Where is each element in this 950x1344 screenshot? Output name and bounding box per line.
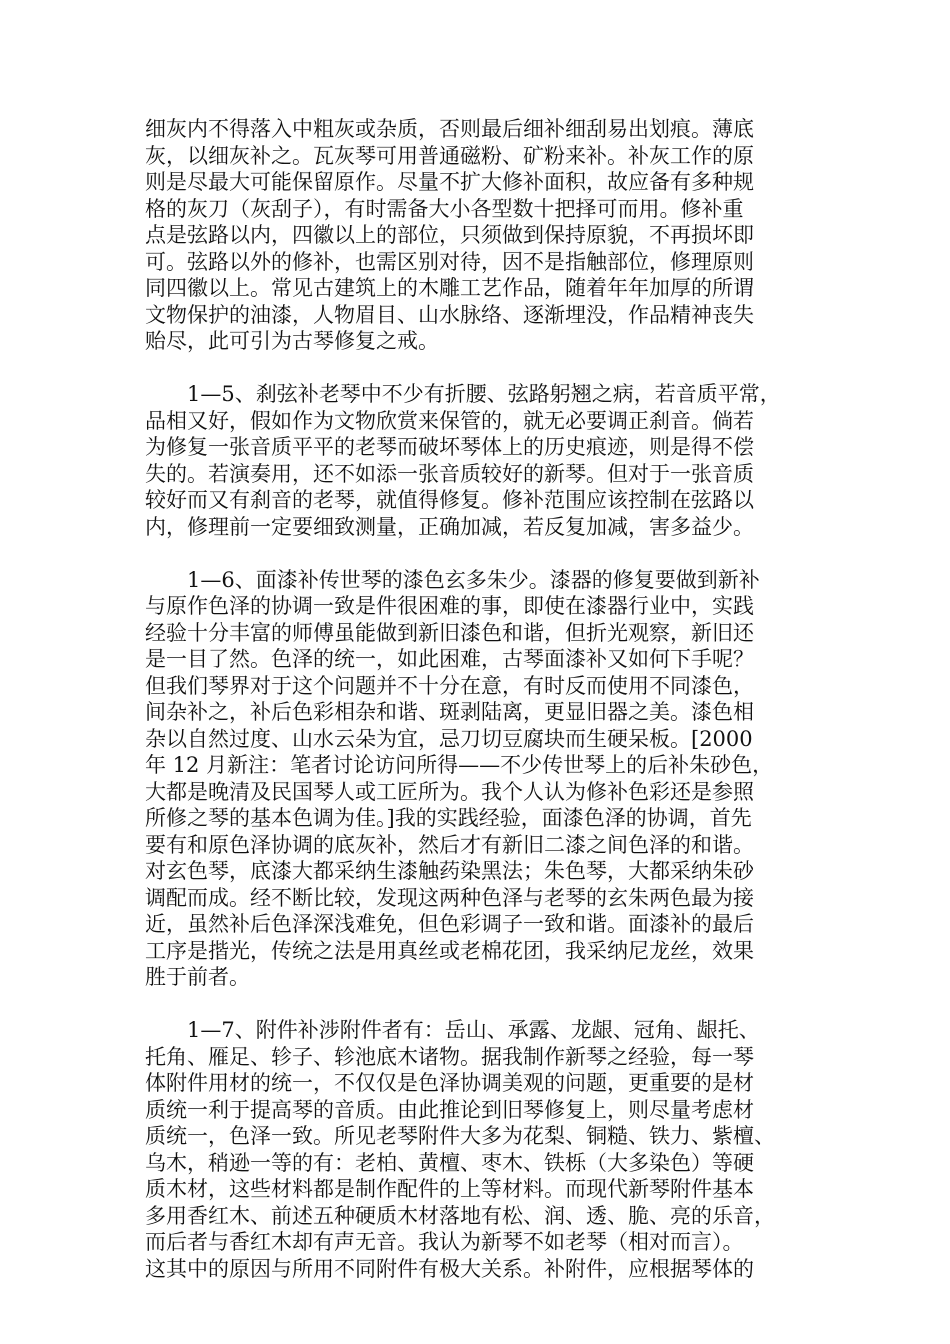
paragraph-4 xyxy=(145,1017,805,1282)
text-line: 多用香红木、前述五种硬质木材落地有松、润、透、脆、亮的乐音， xyxy=(145,1203,775,1228)
body-text xyxy=(145,116,805,1282)
text-line: 则是尽最大可能保留原作。尽量不扩大修补面积，故应备有多种规 xyxy=(145,170,754,194)
text-line: 与原作色泽的协调一致是件很困难的事，即使在漆器行业中，实践 xyxy=(145,594,754,618)
text-line: 间杂补之，补后色彩相杂和谐、斑剥陆离，更显旧器之美。漆色相 xyxy=(145,700,754,724)
text-line: 品相又好，假如作为文物欣赏来保管的，就无必要调正刹音。倘若 xyxy=(145,408,754,433)
text-line: 经验十分丰富的师傅虽能做到新旧漆色和谐，但折光观察，新旧还 xyxy=(145,620,754,645)
text-line: 年 12 月新注：笔者讨论访问所得——不少传世琴上的后补朱砂色， xyxy=(145,753,774,777)
text-line: 质统一，色泽一致。所见老琴附件大多为花梨、铜糙、铁力、紫檀、 xyxy=(145,1124,775,1148)
text-line: 灰，以细灰补之。瓦灰琴可用普通磁粉、矿粉来补。补灰工作的原 xyxy=(145,143,754,168)
text-line: 细灰内不得落入中粗灰或杂质，否则最后细补细刮易出划痕。薄底 xyxy=(145,117,754,141)
text-line: 所修之琴的基本色调为佳。]我的实践经验，面漆色泽的协调，首先 xyxy=(145,806,752,830)
text-line: 1—6、面漆补传世琴的漆色玄多朱少。漆器的修复要做到新补 xyxy=(187,567,760,592)
text-line: 格的灰刀（灰刮子），有时需备大小各型数十把择可而用。修补重 xyxy=(145,196,744,221)
text-line: 大都是晚清及民国琴人或工匠所为。我个人认为修补色彩还是参照 xyxy=(145,779,754,804)
text-line: 工序是揩光，传统之法是用真丝或老棉花团，我采纳尼龙丝，效果 xyxy=(145,938,754,963)
paragraph-2 xyxy=(145,381,805,540)
text-line: 1—7、附件补涉附件者有：岳山、承露、龙龈、冠角、龈托、 xyxy=(187,1018,760,1042)
text-line: 但我们琴界对于这个问题并不十分在意，有时反而使用不同漆色， xyxy=(145,673,754,698)
text-line: 杂以自然过度、山水云朵为宜，忌刀切豆腐块而生硬呆板。[2000 xyxy=(145,726,753,751)
text-line: 质木材，这些材料都是制作配件的上等材料。而现代新琴附件基本 xyxy=(145,1177,754,1201)
text-line: 点是弦路以内，四徽以上的部位，只须做到保持原貌，不再损坏即 xyxy=(145,223,754,247)
paragraph-spacer xyxy=(145,355,805,382)
paragraph-spacer xyxy=(145,991,805,1018)
text-line: 同四徽以上。常见古建筑上的木雕工艺作品，随着年年加厚的所谓 xyxy=(145,276,754,300)
text-line: 乌木，稍逊一等的有：老柏、黄檀、枣木、铁栎（大多染色）等硬 xyxy=(145,1150,754,1175)
text-line: 近，虽然补后色泽深浅难免，但色彩调子一致和谐。面漆补的最后 xyxy=(145,912,754,936)
text-line: 托角、雁足、轸子、轸池底木诸物。据我制作新琴之经验，每一琴 xyxy=(145,1044,754,1069)
paragraph-1 xyxy=(145,116,805,355)
text-line: 贻尽，此可引为古琴修复之戒。 xyxy=(145,329,439,353)
text-line: 而后者与香红木却有声无音。我认为新琴不如老琴（相对而言）。 xyxy=(145,1230,744,1254)
text-line: 文物保护的油漆，人物眉目、山水脉络、逐渐埋没，作品精神丧失 xyxy=(145,302,754,327)
text-line: 失的。若演奏用，还不如添一张音质较好的新琴。但对于一张音质 xyxy=(145,461,754,486)
paragraph-spacer xyxy=(145,540,805,567)
text-line: 内，修理前一定要细致测量，正确加减，若反复加减，害多益少。 xyxy=(145,514,754,539)
text-line: 对玄色琴，底漆大都采纳生漆触药染黑法；朱色琴，大都采纳朱砂 xyxy=(145,859,754,883)
text-line: 可。弦路以外的修补，也需区别对待，因不是指触部位，修理原则 xyxy=(145,249,754,274)
text-line: 这其中的原因与所用不同附件有极大关系。补附件，应根据琴体的 xyxy=(145,1256,754,1281)
text-line: 是一目了然。色泽的统一，如此困难，古琴面漆补又如何下手呢？ xyxy=(145,647,754,671)
text-line: 为修复一张音质平平的老琴而破坏琴体上的历史痕迹，则是得不偿 xyxy=(145,435,754,459)
text-line: 体附件用材的统一，不仅仅是色泽协调美观的问题，更重要的是材 xyxy=(145,1071,754,1095)
text-line: 胜于前者。 xyxy=(145,965,250,989)
paragraph-3 xyxy=(145,567,805,991)
text-line: 质统一利于提高琴的音质。由此推论到旧琴修复上，则尽量考虑材 xyxy=(145,1097,754,1122)
text-line: 1—5、刹弦补老琴中不少有折腰、弦路躬翘之病，若音质平常， xyxy=(187,382,781,406)
text-line: 要有和原色泽协调的底灰补，然后才有新旧二漆之间色泽的和谐。 xyxy=(145,832,754,857)
text-line: 调配而成。经不断比较，发现这两种色泽与老琴的玄朱两色最为接 xyxy=(145,885,754,910)
text-line: 较好而又有刹音的老琴，就值得修复。修补范围应该控制在弦路以 xyxy=(145,488,754,512)
